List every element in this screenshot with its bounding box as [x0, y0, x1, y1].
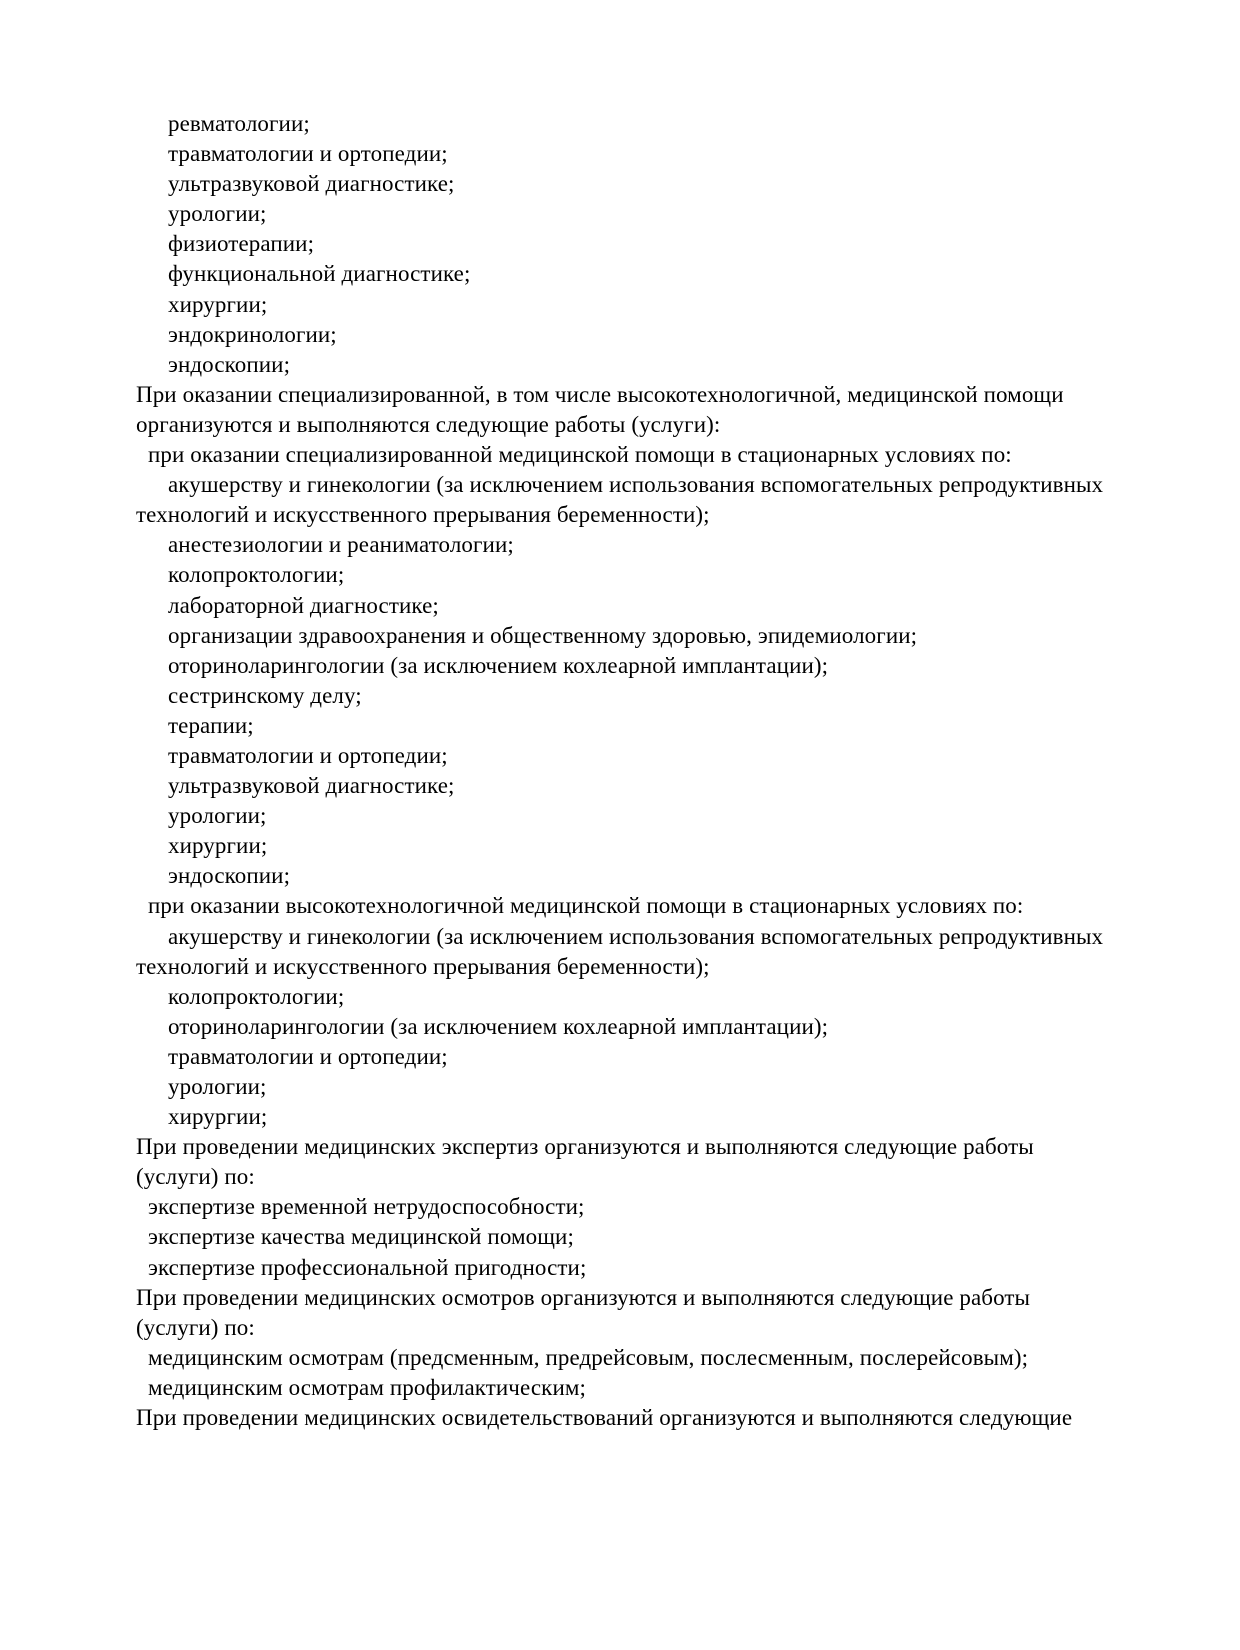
text-line: ультразвуковой диагностике; — [168, 773, 455, 799]
text-line: хирургии; — [168, 291, 268, 317]
text-line: терапии; — [168, 712, 254, 738]
text-line: эндоскопии; — [168, 863, 291, 889]
text-line: оториноларингологии (за исключением кохлеарной имплантации); — [168, 1013, 829, 1039]
text-line: При проведении медицинских освидетельствований организуются и выполняются следующие — [136, 1405, 1073, 1431]
text-line: технологий и искусственного прерывания беременности); — [136, 502, 710, 528]
text-line: колопроктологии; — [168, 562, 345, 588]
text-line: травматологии и ортопедии; — [168, 141, 448, 167]
text-line: организации здравоохранения и общественному здоровью, эпидемиологии; — [168, 622, 918, 648]
text-line: урологии; — [168, 1074, 267, 1099]
text-line: при оказании специализированной медицинской помощи в стационарных условиях по: — [148, 442, 1012, 468]
text-line: медицинским осмотрам (предсменным, предрейсовым, послесменным, послерейсовым); — [148, 1344, 1029, 1370]
text-line: При оказании специализированной, в том числе высокотехнологичной, медицинской помощи — [136, 381, 1064, 407]
text-line: оториноларингологии (за исключением кохлеарной имплантации); — [168, 652, 829, 678]
text-line: сестринскому делу; — [168, 682, 362, 708]
text-line: травматологии и ортопедии; — [168, 742, 448, 768]
text-line: анестезиологии и реаниматологии; — [168, 532, 514, 558]
text-line: при оказании высокотехнологичной медицинской помощи в стационарных условиях по: — [148, 893, 1024, 919]
text-line: колопроктологии; — [168, 983, 345, 1009]
text-line: технологий и искусственного прерывания беременности); — [136, 953, 710, 979]
text-line: При проведении медицинских экспертиз организуются и выполняются следующие работы — [136, 1134, 1034, 1160]
text-line: экспертизе качества медицинской помощи; — [148, 1224, 574, 1250]
text-line: экспертизе профессиональной пригодности; — [148, 1254, 587, 1280]
text-line: (услуги) по: — [136, 1164, 255, 1190]
text-line: При проведении медицинских осмотров организуются и выполняются следующие работы — [136, 1284, 1031, 1310]
text-line: физиотерапии; — [168, 231, 315, 257]
text-line: ревматологии; — [168, 111, 310, 136]
text-line: организуются и выполняются следующие работы (услуги): — [136, 411, 721, 437]
text-line: экспертизе временной нетрудоспособности; — [148, 1194, 585, 1220]
text-line: (услуги) по: — [136, 1314, 255, 1340]
text-line: урологии; — [168, 201, 267, 227]
text-line: акушерству и гинекологии (за исключением использования вспомогательных репродуктивных — [168, 923, 1104, 949]
text-line: акушерству и гинекологии (за исключением использования вспомогательных репродуктивных — [168, 472, 1104, 498]
text-line: хирургии; — [168, 1104, 268, 1130]
text-line: функциональной диагностике; — [168, 261, 471, 287]
text-line: хирургии; — [168, 833, 268, 859]
text-line: эндокринологии; — [168, 321, 337, 347]
text-line: ультразвуковой диагностике; — [168, 171, 455, 197]
text-line: медицинским осмотрам профилактическим; — [148, 1374, 586, 1400]
text-line: травматологии и ортопедии; — [168, 1043, 448, 1069]
text-line: лабораторной диагностике; — [168, 592, 439, 618]
text-line: эндоскопии; — [168, 351, 291, 377]
text-line: урологии; — [168, 803, 267, 829]
